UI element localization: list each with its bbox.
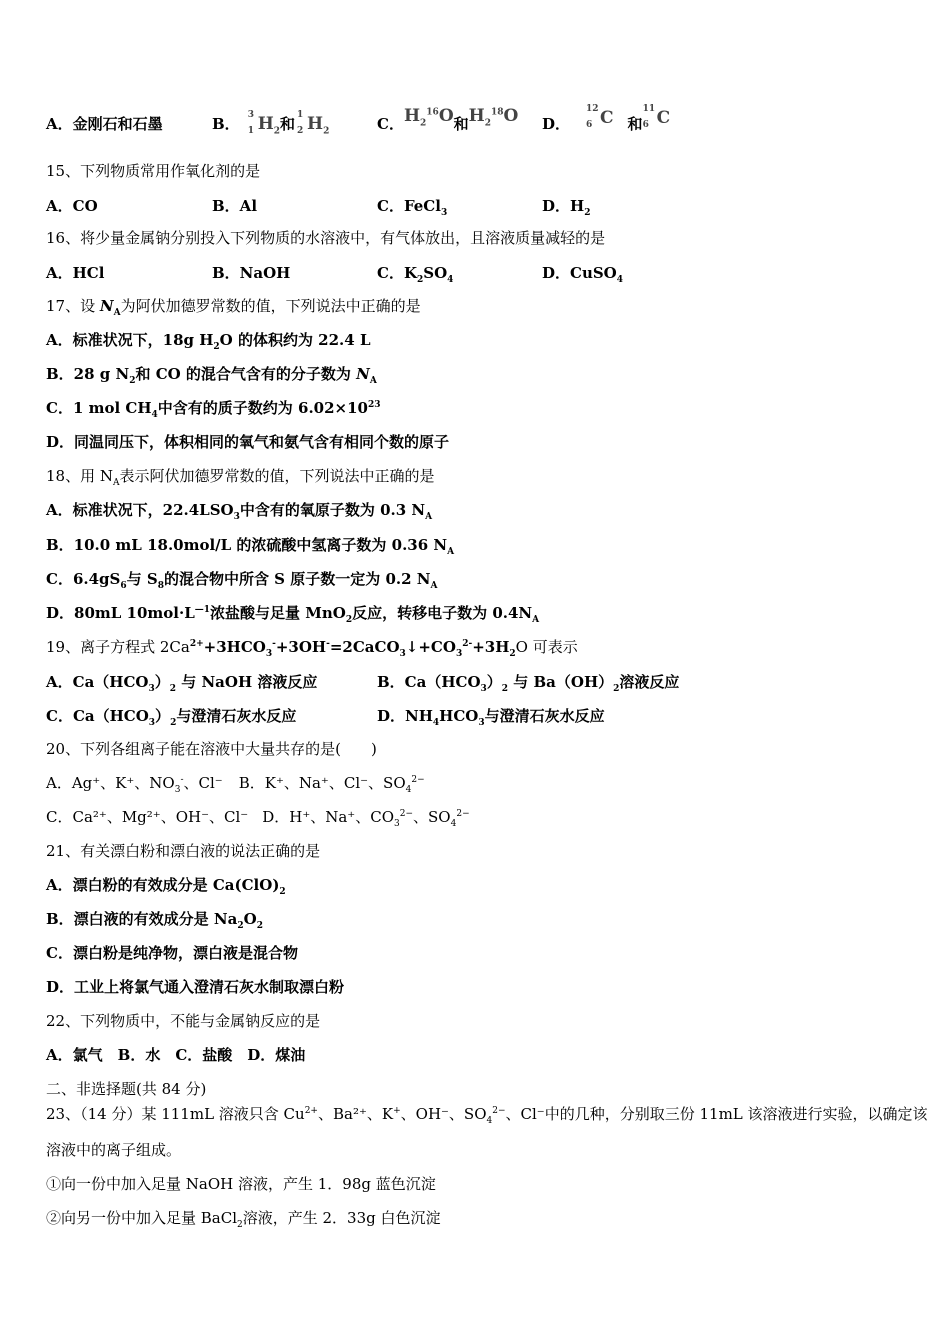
q22-stem: 22、下列物质中，不能与金属钠反应的是 bbox=[46, 1012, 321, 1030]
q21-stem: 21、有关漂白粉和漂白液的说法正确的是 bbox=[46, 842, 321, 860]
q18-option-c: C．$6.4gS_6$与 $S_8$的混合物中所含 S 原子数一定为 0.2 $N_A$ bbox=[46, 570, 438, 591]
q23-line-1: 23、（14 分）某 111mL 溶液只含 $Cu^{2+}$、Ba²⁺、K+、OH⁻、$SO_4^{2-}$、Cl⁻中的几种，分别取三份 11mL 该溶液进行实验，以确定该 bbox=[46, 1105, 928, 1126]
q16-option-a: A．HCl bbox=[46, 264, 105, 282]
q17-option-a: A．标准状况下，18g $H_2O$ 的体积约为 22.4 L bbox=[46, 331, 371, 352]
q20-options-ab bbox=[46, 773, 425, 793]
q21-option-c: C．漂白粉是纯净物，漂白液是混合物 bbox=[46, 944, 298, 962]
q15-option-b: B．Al bbox=[212, 197, 258, 215]
q19-option-c: C．$Ca(HCO_3)_2$与澄清石灰水反应 bbox=[46, 707, 297, 728]
q22-options: A．氯气 B．水 C．盐酸 D．煤油 bbox=[46, 1046, 306, 1064]
q23-step-2: ②向另一份中加入足量 BaCl$_2$溶液，产生 2．33g 白色沉淀 bbox=[46, 1209, 441, 1230]
q15-option-a: A．CO bbox=[46, 197, 98, 215]
q23-step-1: ①向一份中加入足量 NaOH 溶液，产生 1．98g 蓝色沉淀 bbox=[46, 1175, 436, 1193]
section-2-heading: 二、非选择题(共 84 分) bbox=[46, 1080, 207, 1098]
q21-option-b: B．漂白液的有效成分是 $Na_2O_2$ bbox=[46, 910, 263, 931]
q14-options bbox=[46, 114, 163, 134]
q21-option-d: D．工业上将氯气通入澄清石灰水制取漂白粉 bbox=[46, 978, 345, 996]
isotope-h3: 3 1 $H_2$ bbox=[247, 110, 281, 137]
q19-stem: 19、离子方程式 $2Ca^{2+}+3HCO_3^-+3OH^-=2CaCO_3↓+CO_3^{2-}+3H_2O$ 可表示 bbox=[46, 638, 578, 659]
q20-option-b: B．K⁺、Na⁺、Cl⁻、$SO_4^{2-}$ bbox=[238, 774, 425, 795]
q19-option-a: A．$Ca(HCO_3)_2$ 与 NaOH 溶液反应 bbox=[46, 673, 318, 694]
q17-option-c: C．1 mol $CH_4$中含有的质子数约为 $6.02\times 10^{23}$ bbox=[46, 399, 381, 420]
q15-stem: 15、下列物质常用作氧化剂的是 bbox=[46, 162, 261, 180]
q18-option-a: A．标准状况下，$22.4LSO_3$中含有的氧原子数为 0.3 $N_A$ bbox=[46, 501, 433, 522]
q14-option-c: C．$H_2^{16}O$和$H_2^{18}O$ bbox=[377, 106, 519, 133]
q19-option-d: D．$NH_4HCO_3$与澄清石灰水反应 bbox=[377, 707, 605, 728]
q20-option-c: C．Ca²⁺、Mg²⁺、OH⁻、Cl⁻ bbox=[46, 808, 249, 826]
q16-option-b: B．NaOH bbox=[212, 264, 291, 282]
q15-option-d: D．$H_2$ bbox=[542, 197, 591, 218]
q23-line-2: 溶液中的离子组成。 bbox=[46, 1141, 182, 1159]
q17-option-d: D．同温同压下，体积相同的氧气和氨气含有相同个数的原子 bbox=[46, 433, 450, 451]
q16-stem: 16、将少量金属钠分别投入下列物质的水溶液中，有气体放出，且溶液质量减轻的是 bbox=[46, 229, 606, 247]
q15-option-c: C．FeCl$_3$ bbox=[377, 197, 448, 218]
q20-option-a: A．Ag⁺、K⁺、$NO_3^-$、Cl⁻ bbox=[46, 774, 223, 795]
isotope-h1: 1 2 $H_2$ bbox=[297, 110, 330, 137]
q14-option-d: D． 12 6 C 和 11 6 C bbox=[542, 104, 671, 133]
q20-options-cd bbox=[46, 807, 470, 827]
q17-stem: 17、设 $N_A$为阿伏加德罗常数的值，下列说法中正确的是 bbox=[46, 297, 421, 318]
q19-option-b: B．$Ca(HCO_3)_2$ 与 $Ba(OH)_2$溶液反应 bbox=[377, 673, 680, 694]
q20-stem: 20、下列各组离子能在溶液中大量共存的是( ) bbox=[46, 740, 377, 758]
q21-option-a: A．漂白粉的有效成分是 $Ca(ClO)_2$ bbox=[46, 876, 286, 897]
q14-option-b: B． 3 1 $H_2$和 1 2 $H_2$ bbox=[212, 110, 330, 137]
q14-option-a: A．金刚石和石墨 bbox=[46, 115, 163, 133]
q16-option-d: D．CuSO$_4$ bbox=[542, 264, 624, 285]
q18-option-b: B．10.0 mL 18.0mol/L 的浓硫酸中氢离子数为 0.36 $N_A$ bbox=[46, 536, 455, 557]
q16-option-c: C．$K_2SO_4$ bbox=[377, 264, 454, 285]
q20-option-d: D．H⁺、Na⁺、$CO_3^{2-}$、$SO_4^{2-}$ bbox=[262, 808, 470, 829]
q17-option-b: B．28 g $N_2$和 CO 的混合气含有的分子数为 $N_A$ bbox=[46, 365, 377, 386]
q18-option-d: D．80mL $10mol\cdot L^{—1}$浓盐酸与足量 MnO$_2$反应，转移电子数为 $0.4N_A$ bbox=[46, 604, 540, 625]
q18-stem: 18、用 $N_A$表示阿伏加德罗常数的值，下列说法中正确的是 bbox=[46, 467, 435, 488]
